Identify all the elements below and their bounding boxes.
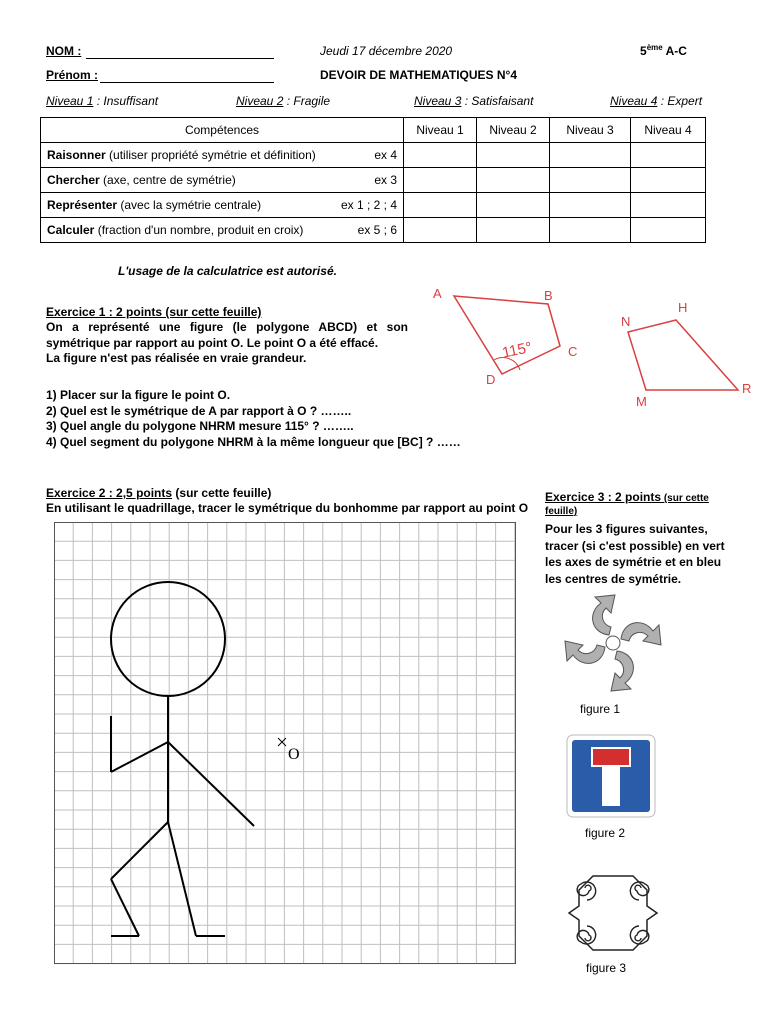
polygon-nhrm-shape: [628, 320, 738, 390]
vertex-d: D: [486, 372, 496, 387]
stick-left-thigh: [111, 822, 168, 879]
table-header: Niveau 2: [477, 118, 550, 143]
competences-table: [40, 117, 706, 243]
question-3: 3) Quel angle du polygone NHRM mesure 115° ? ……..: [46, 419, 354, 433]
nom-label: NOM :: [46, 44, 82, 58]
stick-left-arm: [111, 742, 168, 772]
level-cell[interactable]: [631, 193, 706, 218]
nom-line[interactable]: [86, 58, 274, 59]
figure-2-caption: figure 2: [585, 826, 626, 840]
level-cell[interactable]: [631, 168, 706, 193]
competence-cell: Chercher (axe, centre de symétrie) ex 3: [41, 168, 404, 193]
exercise2-title: Exercice 2 : 2,5 points (sur cette feuille): [46, 486, 272, 500]
table-header: Niveau 1: [404, 118, 477, 143]
polygon-abcd: [420, 280, 600, 400]
vertex-a: A: [433, 286, 442, 301]
table-header: Compétences: [41, 118, 404, 143]
class-name: 5ème A-C: [640, 43, 687, 58]
stick-left-shin: [111, 879, 139, 936]
spiral-bottom-left: [577, 926, 595, 944]
level-legend-3: Niveau 3 : Satisfaisant: [414, 94, 534, 108]
figure-1-arrows: [553, 588, 673, 698]
competence-cell: Calculer (fraction d'un nombre, produit en croix) ex 5 ; 6: [41, 218, 404, 243]
vertex-b: B: [544, 288, 553, 303]
level-cell[interactable]: [477, 218, 550, 243]
polygon-abcd-shape: [454, 296, 560, 374]
exercise3-title: Exercice 3 : 2 points (sur cette: [545, 490, 709, 504]
stick-right-leg: [168, 822, 196, 936]
exercise3-line2: tracer (si c'est possible) en vert: [545, 538, 725, 553]
vertex-h: H: [678, 300, 688, 315]
figure-2-road-sign: [566, 734, 656, 818]
exercise3-title-cont: feuille): [545, 506, 578, 517]
vertex-m: M: [636, 394, 647, 409]
exercise3-line1: Pour les 3 figures suivantes,: [545, 522, 708, 536]
spiral-top-right: [630, 882, 648, 900]
vertex-r: R: [742, 381, 752, 396]
angle-label: 115°: [500, 338, 534, 362]
level-cell[interactable]: [550, 143, 631, 168]
curved-arrow: [593, 595, 615, 635]
competence-cell: Représenter (avec la symétrie centrale) ex 1 ; 2 ; 4: [41, 193, 404, 218]
level-legend-4: Niveau 4 : Expert: [610, 94, 703, 108]
table-header-row: [41, 118, 706, 143]
level-cell[interactable]: [631, 143, 706, 168]
grid-lines: [54, 522, 516, 964]
competence-cell: Raisonner (utiliser propriété symétrie et définition) ex 4: [41, 143, 404, 168]
exercise3-line4: les centres de symétrie.: [545, 571, 682, 586]
exercise1-questions: [46, 388, 461, 450]
exercise1-line1: On a représenté une figure (le polygone ABCD) et son: [46, 320, 408, 334]
level-cell[interactable]: [550, 193, 631, 218]
prenom-label: Prénom :: [46, 68, 99, 82]
grid-paper[interactable]: [54, 522, 516, 964]
spiral-top-left: [577, 882, 595, 900]
calculator-note: L'usage de la calculatrice est autorisé.: [118, 264, 337, 278]
prenom-line[interactable]: [100, 82, 274, 83]
table-row: [41, 143, 706, 168]
level-cell[interactable]: [550, 218, 631, 243]
level-legend-1: Niveau 1 : Insuffisant: [46, 94, 159, 108]
sign-bar-top: [592, 748, 630, 766]
exercise1-text: [46, 320, 408, 367]
figure-3-caption: figure 3: [586, 961, 627, 975]
level-cell[interactable]: [477, 193, 550, 218]
vertex-c: C: [568, 344, 578, 359]
spiral-bottom-right: [630, 926, 648, 944]
table-header: Niveau 4: [631, 118, 706, 143]
level-cell[interactable]: [404, 143, 477, 168]
table-row: [41, 218, 706, 243]
vertex-n: N: [621, 314, 631, 329]
level-cell[interactable]: [477, 143, 550, 168]
level-cell[interactable]: [631, 218, 706, 243]
level-legend-2: Niveau 2 : Fragile: [236, 94, 331, 108]
question-1: 1) Placer sur la figure le point O.: [46, 388, 231, 402]
spirals-outline: [569, 876, 657, 950]
spiral-group: [577, 882, 649, 944]
figure-3-spirals: [563, 870, 663, 956]
arrows-center: [606, 636, 620, 650]
level-cell[interactable]: [550, 168, 631, 193]
table-header: Niveau 3: [550, 118, 631, 143]
figure-1-caption: figure 1: [580, 702, 621, 716]
exercise1-line3: La figure n'est pas réalisée en vraie grandeur.: [46, 351, 307, 365]
exercise1-title: Exercice 1 : 2 points (sur cette feuille): [46, 305, 262, 319]
date: Jeudi 17 décembre 2020: [320, 44, 453, 58]
grid-border: [55, 523, 516, 964]
level-cell[interactable]: [404, 168, 477, 193]
level-cell[interactable]: [404, 193, 477, 218]
question-4: 4) Quel segment du polygone NHRM à la même longueur que [BC] ? ……: [46, 434, 461, 449]
table-row: [41, 193, 706, 218]
exercise2-instruction: En utilisant le quadrillage, tracer le symétrique du bonhomme par rapport au point O: [46, 501, 529, 515]
sign-stem: [602, 766, 620, 806]
stick-right-arm: [168, 742, 254, 826]
table-row: [41, 168, 706, 193]
level-cell[interactable]: [477, 168, 550, 193]
stick-figure: [111, 582, 254, 936]
polygon-nhrm: [610, 296, 760, 416]
exercise3-text: [545, 521, 725, 587]
point-o-label: O: [288, 746, 300, 763]
question-2: 2) Quel est le symétrique de A par rapport à O ? ……..: [46, 403, 352, 418]
exercise3-line3: les axes de symétrie et en bleu: [545, 555, 722, 569]
level-cell[interactable]: [404, 218, 477, 243]
exercise1-line2: symétrique par rapport au point O. Le point O a été effacé.: [46, 335, 379, 350]
test-title: DEVOIR DE MATHEMATIQUES N°4: [320, 68, 518, 82]
